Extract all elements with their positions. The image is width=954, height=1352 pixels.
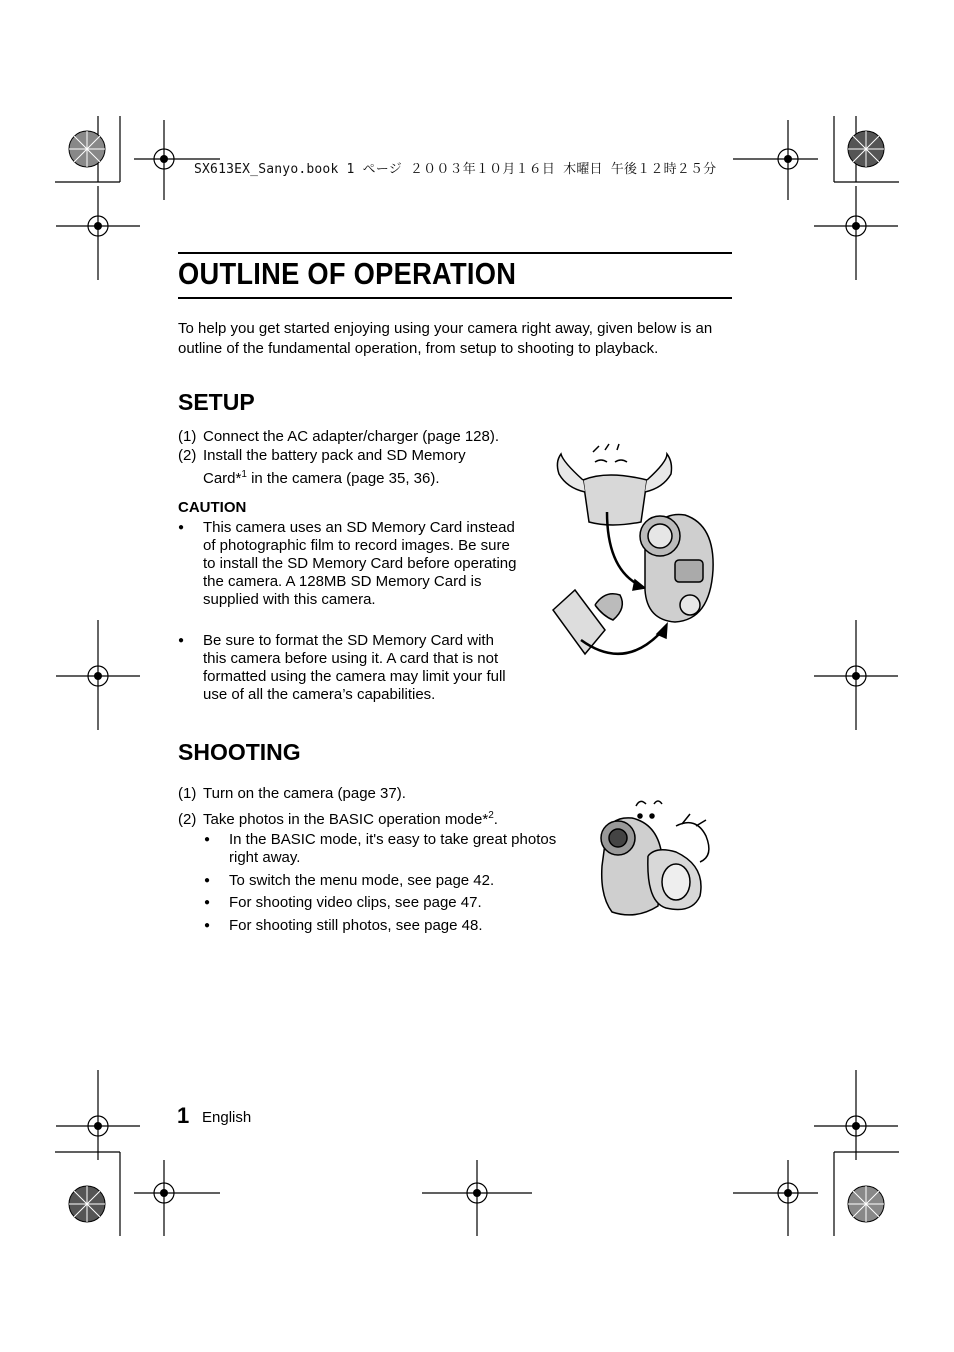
caution-item: This camera uses an SD Memory Card instead of photographic film to record images. Be sure to install the SD Memory Card before operating the camera. A 128MB SD Memory Card is supplied with this camera.	[203, 519, 517, 608]
shooting-bullet: In the BASIC mode, it's easy to take great photos right away.	[229, 831, 557, 866]
setup-step-num: (2)	[178, 447, 197, 464]
language-label: English	[202, 1109, 252, 1126]
shooting-step-text: Turn on the camera (page 37).	[203, 785, 406, 802]
page-number: 1	[177, 1103, 190, 1128]
setup-step-num: (1)	[178, 428, 197, 445]
shooting-heading: SHOOTING	[178, 739, 301, 765]
print-header: SX613EX_Sanyo.book 1 ページ ２００３年１０月１６日 木曜日 午後１２時２５分	[194, 162, 717, 177]
intro-paragraph: To help you get started enjoying using your camera right away, given below is an outline of the fundamental operation, from setup to shooting to playback.	[178, 320, 713, 357]
shooting-step-num: (1)	[178, 785, 197, 802]
bullet-icon: ●	[204, 834, 211, 845]
bullet-icon: ●	[178, 635, 185, 646]
title-bottom-rule	[178, 297, 732, 299]
shooting-step-num: (2)	[178, 811, 197, 828]
setup-step-text-cont: Card*$^1$ in the camera (page 35, 36).	[203, 469, 440, 487]
shooting-bullet: For shooting video clips, see page 47.	[229, 894, 482, 911]
title-top-rule	[178, 252, 732, 254]
caution-label: CAUTION	[178, 499, 247, 516]
bullet-icon: ●	[204, 875, 211, 886]
setup-step-text: Install the battery pack and SD Memory	[203, 447, 466, 464]
shooting-bullet: To switch the menu mode, see page 42.	[229, 872, 495, 889]
setup-illustration	[545, 440, 725, 665]
setup-heading: SETUP	[178, 389, 255, 415]
bullet-icon: ●	[178, 522, 185, 533]
setup-step-text: Connect the AC adapter/charger (page 128).	[203, 428, 500, 445]
caution-item: Be sure to format the SD Memory Card with this camera before using it. A card that is not formatted using the camera may limit your full use of all the camera’s capabilities.	[203, 632, 506, 703]
shooting-illustration	[596, 796, 721, 921]
bullet-icon: ●	[204, 920, 211, 931]
shooting-step-text: Take photos in the BASIC operation mode*$^2$.	[203, 810, 498, 828]
shooting-bullet: For shooting still photos, see page 48.	[229, 917, 483, 934]
page-title: OUTLINE OF OPERATION	[178, 256, 517, 291]
bullet-icon: ●	[204, 897, 211, 908]
